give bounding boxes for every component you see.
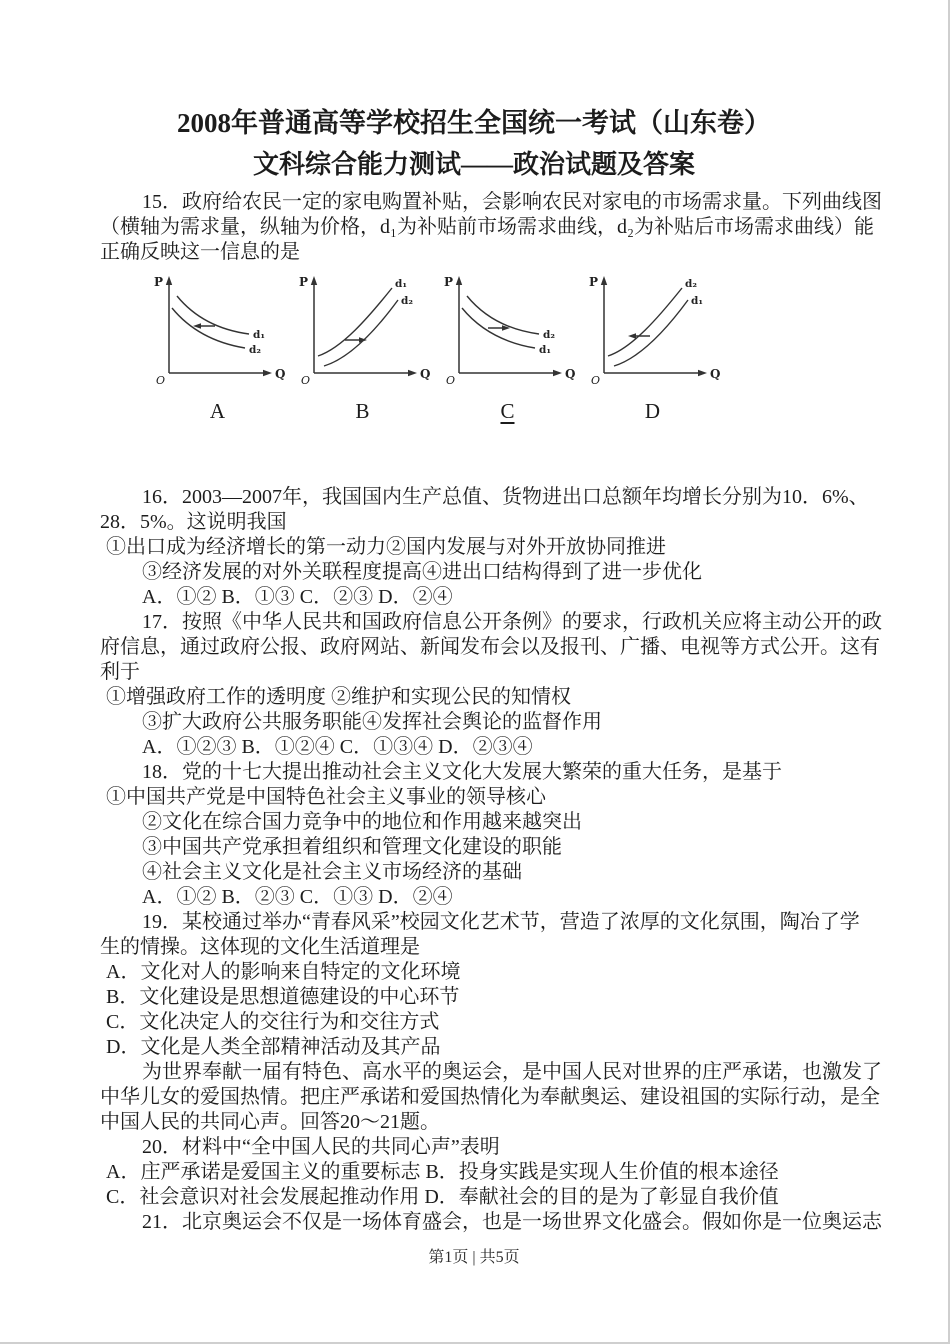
question-19-option-line: C．文化决定人的交往行为和交往方式	[106, 1011, 440, 1033]
origin-label: O	[301, 374, 311, 387]
demand-curve-chart-a	[145, 270, 290, 392]
question-18-options-line: A．①② B．②③ C．①③ D．②④	[142, 886, 453, 908]
curve-label-top: d₂	[543, 329, 555, 341]
q15-curve-diagrams	[145, 270, 848, 423]
question-20-line: 20．材料中“全中国人民的共同心声”表明	[142, 1136, 500, 1158]
question-21-line: 21．北京奥运会不仅是一场体育盛会，也是一场世界文化盛会。假如你是一位奥运志	[142, 1211, 882, 1233]
demand-curve-bottom	[172, 308, 245, 348]
exam-title: 2008年普通高等学校招生全国统一考试（山东卷）	[177, 108, 771, 138]
axes	[601, 276, 707, 376]
question-19-line: 19．某校通过举办“青春风采”校园文化艺术节，营造了浓厚的文化氛围，陶冶了学	[142, 911, 860, 933]
question-16-choice-line: ①出口成为经济增长的第一动力②国内发展与对外开放协同推进	[106, 536, 666, 558]
shift-left-arrow-icon	[628, 333, 650, 339]
x-axis-label: Q	[420, 367, 431, 381]
option-letter-b: B	[355, 399, 370, 423]
question-17-options-line: A．①②③ B．①②④ C．①③④ D．②③④	[142, 736, 533, 758]
question-16-line: 28．5%。这说明我国	[100, 511, 287, 533]
x-axis-label: Q	[275, 367, 286, 381]
question-16-choice-line: ③经济发展的对外关联程度提高④进出口结构得到了进一步优化	[142, 561, 702, 583]
option-letter-d: D	[644, 399, 661, 423]
diagram-option-b	[290, 270, 435, 423]
demand-curve-chart-d	[580, 270, 725, 392]
question-20-option-line: C．社会意识对社会发展起推动作用 D．奉献社会的目的是为了彰显自我价值	[106, 1186, 779, 1208]
y-axis-label: P	[444, 275, 454, 289]
diagram-option-c	[435, 270, 580, 423]
question-18-choice-line: ④社会主义文化是社会主义市场经济的基础	[142, 861, 522, 883]
question-17-line: 17．按照《中华人民共和国政府信息公开条例》的要求，行政机关应将主动公开的政	[142, 611, 882, 633]
exam-subtitle: 文科综合能力测试——政治试题及答案	[252, 150, 695, 179]
question-16-line: 16．2003—2007年，我国国内生产总值、货物进出口总额年均增长分别为10．6%、	[142, 486, 869, 508]
question-18-line: 18．党的十七大提出推动社会主义文化大发展大繁荣的重大任务，是基于	[142, 761, 782, 783]
question-19-option-line: D．文化是人类全部精神活动及其产品	[106, 1036, 441, 1058]
curve-label-top: d₂	[685, 278, 697, 290]
demand-curve-bottom	[324, 300, 398, 366]
origin-label: O	[591, 374, 601, 387]
curve-label-bottom: d₁	[691, 295, 703, 307]
demand-curve-chart-b	[290, 270, 435, 392]
curve-label-top: d₁	[253, 329, 265, 341]
exam-body	[100, 190, 882, 1235]
x-axis-label: Q	[565, 367, 576, 381]
question-18-choice-line: ②文化在综合国力竞争中的地位和作用越来越突出	[142, 811, 582, 833]
demand-curve-chart-c	[435, 270, 580, 392]
origin-label: O	[156, 374, 166, 387]
option-letter-a: A	[209, 399, 226, 423]
x-axis-label: Q	[710, 367, 721, 381]
option-letter-c: C	[500, 399, 515, 423]
question-15-line: 15．政府给农民一定的家电购置补贴，会影响农民对家电的市场需求量。下列曲线图	[142, 191, 882, 213]
question-15-line: （横轴为需求量，纵轴为价格，d₁为补贴前市场需求曲线，d₂为补贴后市场需求曲线）能	[100, 216, 874, 238]
passage-20-21-line: 中华儿女的爱国热情。把庄严承诺和爱国热情化为奉献奥运、建设祖国的实际行动，是全	[100, 1086, 880, 1108]
demand-curve-top	[177, 296, 249, 334]
curve-label-bottom: d₁	[539, 344, 551, 356]
passage-20-21-line: 为世界奉献一届有特色、高水平的奥运会，是中国人民对世界的庄严承诺，也激发了	[142, 1061, 882, 1083]
shift-right-arrow-icon	[345, 337, 367, 343]
question-19-option-line: A．文化对人的影响来自特定的文化环境	[106, 961, 461, 983]
y-axis-label: P	[154, 275, 164, 289]
question-19-option-line: B．文化建设是思想道德建设的中心环节	[106, 986, 460, 1008]
axes	[311, 276, 417, 376]
question-19-line: 生的情操。这体现的文化生活道理是	[100, 936, 420, 958]
question-18-choice-line: ③中国共产党承担着组织和管理文化建设的职能	[142, 836, 562, 858]
question-17-choice-line: ③扩大政府公共服务职能④发挥社会舆论的监督作用	[142, 711, 602, 733]
page-footer: 第1页 | 共5页	[428, 1249, 520, 1266]
curve-label-top: d₁	[395, 278, 407, 290]
question-17-line: 利于	[100, 661, 140, 683]
y-axis-label: P	[299, 275, 309, 289]
diagram-option-d	[580, 270, 725, 423]
question-20-option-line: A．庄严承诺是爱国主义的重要标志 B．投身实践是实现人生价值的根本途径	[106, 1161, 779, 1183]
question-17-choice-line: ①增强政府工作的透明度 ②维护和实现公民的知情权	[106, 686, 571, 708]
question-18-choice-line: ①中国共产党是中国特色社会主义事业的领导核心	[106, 786, 546, 808]
passage-20-21-line: 中国人民的共同心声。回答20～21题。	[100, 1111, 440, 1133]
curve-label-bottom: d₂	[249, 344, 261, 356]
question-16-options-line: A．①② B．①③ C．②③ D．②④	[142, 586, 453, 608]
question-17-line: 府信息，通过政府公报、政府网站、新闻发布会以及报刊、广播、电视等方式公开。这有	[100, 636, 880, 658]
question-15-line: 正确反映这一信息的是	[100, 241, 300, 263]
diagram-option-a	[145, 270, 290, 423]
demand-curve-bottom	[614, 300, 688, 366]
origin-label: O	[446, 374, 456, 387]
y-axis-label: P	[589, 275, 599, 289]
curve-label-bottom: d₂	[401, 295, 413, 307]
